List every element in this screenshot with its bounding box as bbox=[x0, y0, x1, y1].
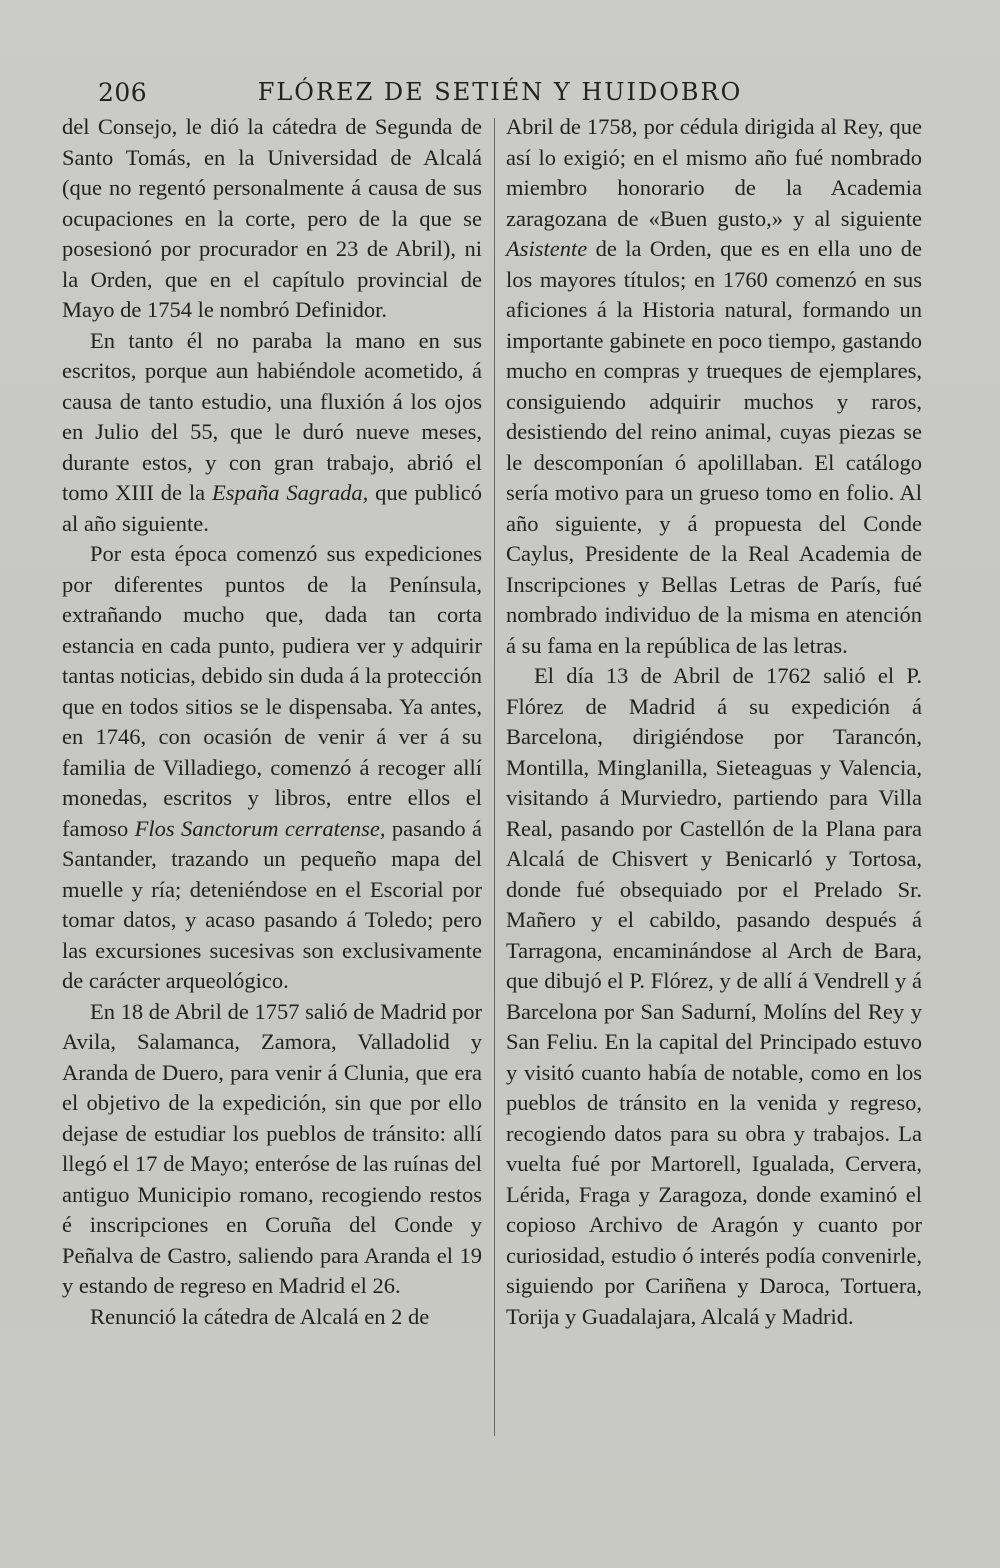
paragraph: El día 13 de Abril de 1762 salió el P. Flórez de Madrid á su expedición á Barcelona, dirigiéndose por Tarancón, Montilla, Minglanilla, Sieteaguas y Valencia, visitando á Murviedro, partiendo para Villa Real, pasando por Castellón de la Plana para Alcalá de Chisvert y Benicarló y Tortosa, donde fué obsequiado por el Prelado Sr. Mañero y el cabildo, pasando después á Tarragona, encaminándose al Arch de Bara, que dibujó el P. Flórez, y de allí á Vendrell y á Barcelona por San Sadurní, Molíns del Rey y San Feliu. En la capital del Principado estuvo y visitó cuanto había de notable, como en los pueblos de tránsito en la venida y regreso, recogiendo datos para su obra y trabajos. La vuelta fué por Martorell, Igualada, Cervera, Lérida, Fraga y Zaragoza, donde examinó el copioso Archivo de Aragón y cuanto por curiosidad, estudio ó interés podía convenirle, siguiendo por Cariñena y Daroca, Tortuera, Torija y Guadalajara, Alcalá y Madrid. bbox=[506, 663, 922, 1329]
paragraph bbox=[62, 539, 482, 997]
italic-word: Asistente bbox=[506, 236, 588, 261]
italic-title: España Sagrada, bbox=[211, 480, 369, 505]
page-header bbox=[0, 76, 1000, 112]
paragraph: del Consejo, le dió la cátedra de Segunda de Santo Tomás, en la Universidad de Alcalá (que no regentó personalmente á causa de sus ocupaciones en la corte, pero de la que se posesionó por procurador en 23 de Abril), ni la Orden, que en el capítulo provincial de Mayo de 1754 le nombró Definidor. bbox=[62, 114, 482, 322]
text-run: En tanto él no paraba la mano en sus escritos, porque aun habiéndole acometido, á causa de tanto estudio, una fluxión á los ojos en Julio del 55, que le duró nueve meses, durante estos, y con gran trabajo, abrió el tomo XIII de la bbox=[62, 327, 482, 505]
text-run: de la Orden, que es en ella uno de los mayores títulos; en 1760 comenzó en sus aficiones á la Historia natural, formando un importante gabinete en poco tiempo, gastando mucho en compras y trueques de ejemplares, consiguiendo adquirir muchos y raros, desistiendo del reino animal, cuyas piezas se le descomponían ó apolillaban. El catálogo sería motivo para un grueso tomo en folio. Al año siguiente, y á propuesta del Conde Caylus, Presidente de la Real Academia de Inscripciones y Bellas Letras de París, fué nombrado individuo de la misma en atención á su fama en la república de las letras. bbox=[506, 236, 922, 658]
text-run: Por esta época comenzó sus expediciones por diferentes puntos de la Península, extrañando mucho que, dada tan corta estancia en cada punto, pudiera ver y adquirir tantas noticias, debido sin duda á la protección que en todos sitios se le dispensaba. Ya antes, en 1746, con ocasión de venir á ver á su familia de Villadiego, comenzó á recoger allí monedas, escritos y libros, entre ellos el famoso bbox=[62, 541, 482, 841]
column-divider bbox=[494, 118, 495, 1436]
paragraph bbox=[506, 112, 922, 661]
paragraph: En 18 de Abril de 1757 salió de Madrid por Avila, Salamanca, Zamora, Valladolid y Aranda de Duero, para venir á Clunia, que era el objetivo de la expedición, sin que por ello dejase de estudiar los pueblos de tránsito: allí llegó el 17 de Mayo; enteróse de las ruínas del antiguo Municipio romano, recogiendo restos é inscripciones en Coruña del Conde y Peñalva de Castro, saliendo para Aranda el 19 y estando de regreso en Madrid el 26. bbox=[62, 998, 482, 1298]
running-title: FLÓREZ DE SETIÉN Y HUIDOBRO bbox=[257, 78, 743, 106]
italic-title: Flos Sanctorum cerratense, bbox=[134, 815, 386, 841]
text-run: Abril de 1758, por cédula dirigida al Rey, que así lo exigió; en el mismo año fué nombrado miembro honorario de la Academia zaragozana de «Buen gusto,» y al siguiente bbox=[506, 114, 922, 231]
page-number: 206 bbox=[98, 78, 148, 107]
paragraph: Renunció la cátedra de Alcalá en 2 de bbox=[90, 1303, 430, 1329]
left-column bbox=[62, 112, 482, 1332]
text-run: que publicó al año siguiente. bbox=[62, 480, 482, 536]
right-column bbox=[506, 112, 922, 1332]
paragraph bbox=[62, 326, 482, 540]
text-run: pasando á Santander, trazando un pequeño mapa del muelle y ría; deteniéndose en el Escorial por tomar datos, y acaso pasando á Toledo; pero las excursiones sucesivas son exclusivamente de carácter arqueológico. bbox=[62, 815, 482, 993]
